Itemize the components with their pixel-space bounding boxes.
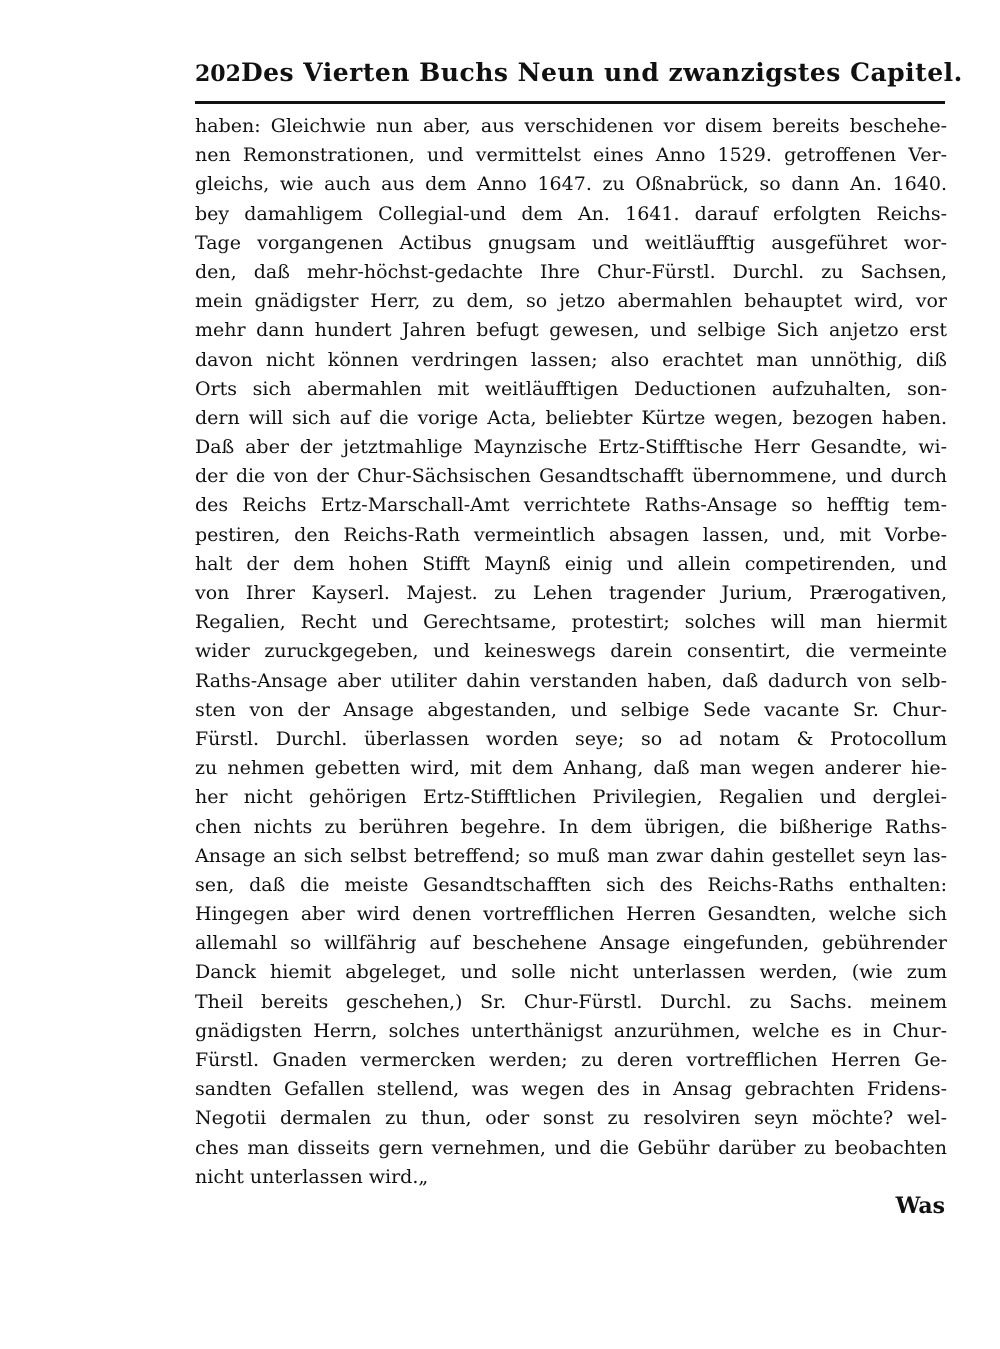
text-line: Ansage an sich selbst betreffend; so muß man zwar dahin gestellet seyn las-	[195, 844, 947, 867]
text-line: wider zuruckgegeben, und keineswegs darein consentirt, die vermeinte	[195, 640, 947, 663]
text-line: allemahl so willfährig auf beschehene Ansage eingefunden, gebührender	[195, 932, 947, 955]
text-line: mein gnädigster Herr, zu dem, so jetzo abermahlen behauptet wird, vor	[195, 290, 947, 313]
text-line: Danck hiemit abgeleget, und solle nicht unterlassen werden, (wie zum	[195, 961, 947, 984]
header-rule	[195, 101, 945, 104]
text-line: Tage vorgangenen Actibus gnugsam und weitläufftig ausgeführet wor-	[195, 231, 947, 254]
text-line: zu nehmen gebetten wird, mit dem Anhang, daß man wegen anderer hie-	[195, 757, 947, 780]
catchword: Was	[895, 1193, 945, 1219]
text-line: bey damahligem Collegial-und dem An. 1641. darauf erfolgten Reichs-	[195, 202, 947, 225]
text-line: nicht unterlassen wird.„	[195, 1165, 429, 1188]
text-line: Regalien, Recht und Gerechtsame, protestirt; solches will man hiermit	[195, 611, 947, 634]
text-line: Theil bereits geschehen,) Sr. Chur-Fürstl. Durchl. zu Sachs. meinem	[195, 990, 947, 1013]
page-number: 202	[195, 61, 241, 87]
text-line: Hingegen aber wird denen vortrefflichen Herren Gesandten, welche sich	[195, 903, 947, 926]
text-line: nen Remonstrationen, und vermittelst eines Anno 1529. getroffenen Ver-	[195, 144, 947, 167]
text-line: Fürstl. Gnaden vermercken werden; zu deren vortrefflichen Herren Ge-	[195, 1049, 947, 1071]
text-line: haben: Gleichwie nun aber, aus verschidenen vor disem bereits beschehe-	[195, 115, 947, 137]
text-line: chen nichts zu berühren begehre. In dem übrigen, die bißherige Raths-	[195, 815, 947, 838]
text-line: Fürstl. Durchl. überlassen worden seye; so ad notam & Protocollum	[195, 727, 947, 750]
text-line: der die von der Chur-Sächsischen Gesandtschafft übernommene, und durch	[195, 465, 947, 488]
text-line: dern will sich auf die vorige Acta, beliebter Kürtze wegen, bezogen haben.	[195, 406, 947, 429]
body-text	[195, 112, 947, 1192]
text-line: halt der dem hohen Stifft Maynß einig und allein competirenden, und	[195, 552, 947, 575]
text-line: mehr dann hundert Jahren befugt gewesen, und selbige Sich anjetzo erst	[195, 319, 947, 342]
text-line: den, daß mehr-höchst-gedachte Ihre Chur-Fürstl. Durchl. zu Sachsen,	[195, 260, 947, 283]
text-line: sten von der Ansage abgestanden, und selbige Sede vacante Sr. Chur-	[195, 698, 947, 721]
running-head	[195, 58, 963, 94]
text-line: des Reichs Ertz-Marschall-Amt verrichtete Raths-Ansage so hefftig tem-	[195, 494, 947, 517]
text-line: ches man disseits gern vernehmen, und die Gebühr darüber zu beobachten	[195, 1136, 947, 1159]
text-line: sen, daß die meiste Gesandtschafften sich des Reichs-Raths enthalten:	[195, 873, 947, 896]
running-title: Des Vierten Buchs Neun und zwanzigstes Capitel.	[240, 58, 963, 87]
text-line: Negotii dermalen zu thun, oder sonst zu resolviren seyn möchte? wel-	[195, 1107, 947, 1130]
text-line: gleichs, wie auch aus dem Anno 1647. zu Oßnabrück, so dann An. 1640.	[195, 173, 947, 196]
text-line: pestiren, den Reichs-Rath vermeintlich absagen lassen, und, mit Vorbe-	[195, 523, 947, 546]
text-line: her nicht gehörigen Ertz-Stifftlichen Privilegien, Regalien und derglei-	[195, 786, 947, 809]
text-line: davon nicht können verdringen lassen; also erachtet man unnöthig, diß	[195, 348, 947, 371]
text-line: von Ihrer Kayserl. Majest. zu Lehen tragender Jurium, Prærogativen,	[195, 582, 947, 604]
text-line: gnädigsten Herrn, solches unterthänigst anzurühmen, welche es in Chur-	[195, 1019, 947, 1042]
text-line: Orts sich abermahlen mit weitläufftigen Deductionen aufzuhalten, son-	[195, 377, 947, 400]
text-line: Raths-Ansage aber utiliter dahin verstanden haben, daß dadurch von selb-	[195, 669, 947, 692]
text-line: sandten Gefallen stellend, was wegen des in Ansag gebrachten Fridens-	[195, 1078, 947, 1101]
text-line: Daß aber der jetztmahlige Maynzische Ertz-Stifftische Herr Gesandte, wi-	[195, 436, 947, 459]
